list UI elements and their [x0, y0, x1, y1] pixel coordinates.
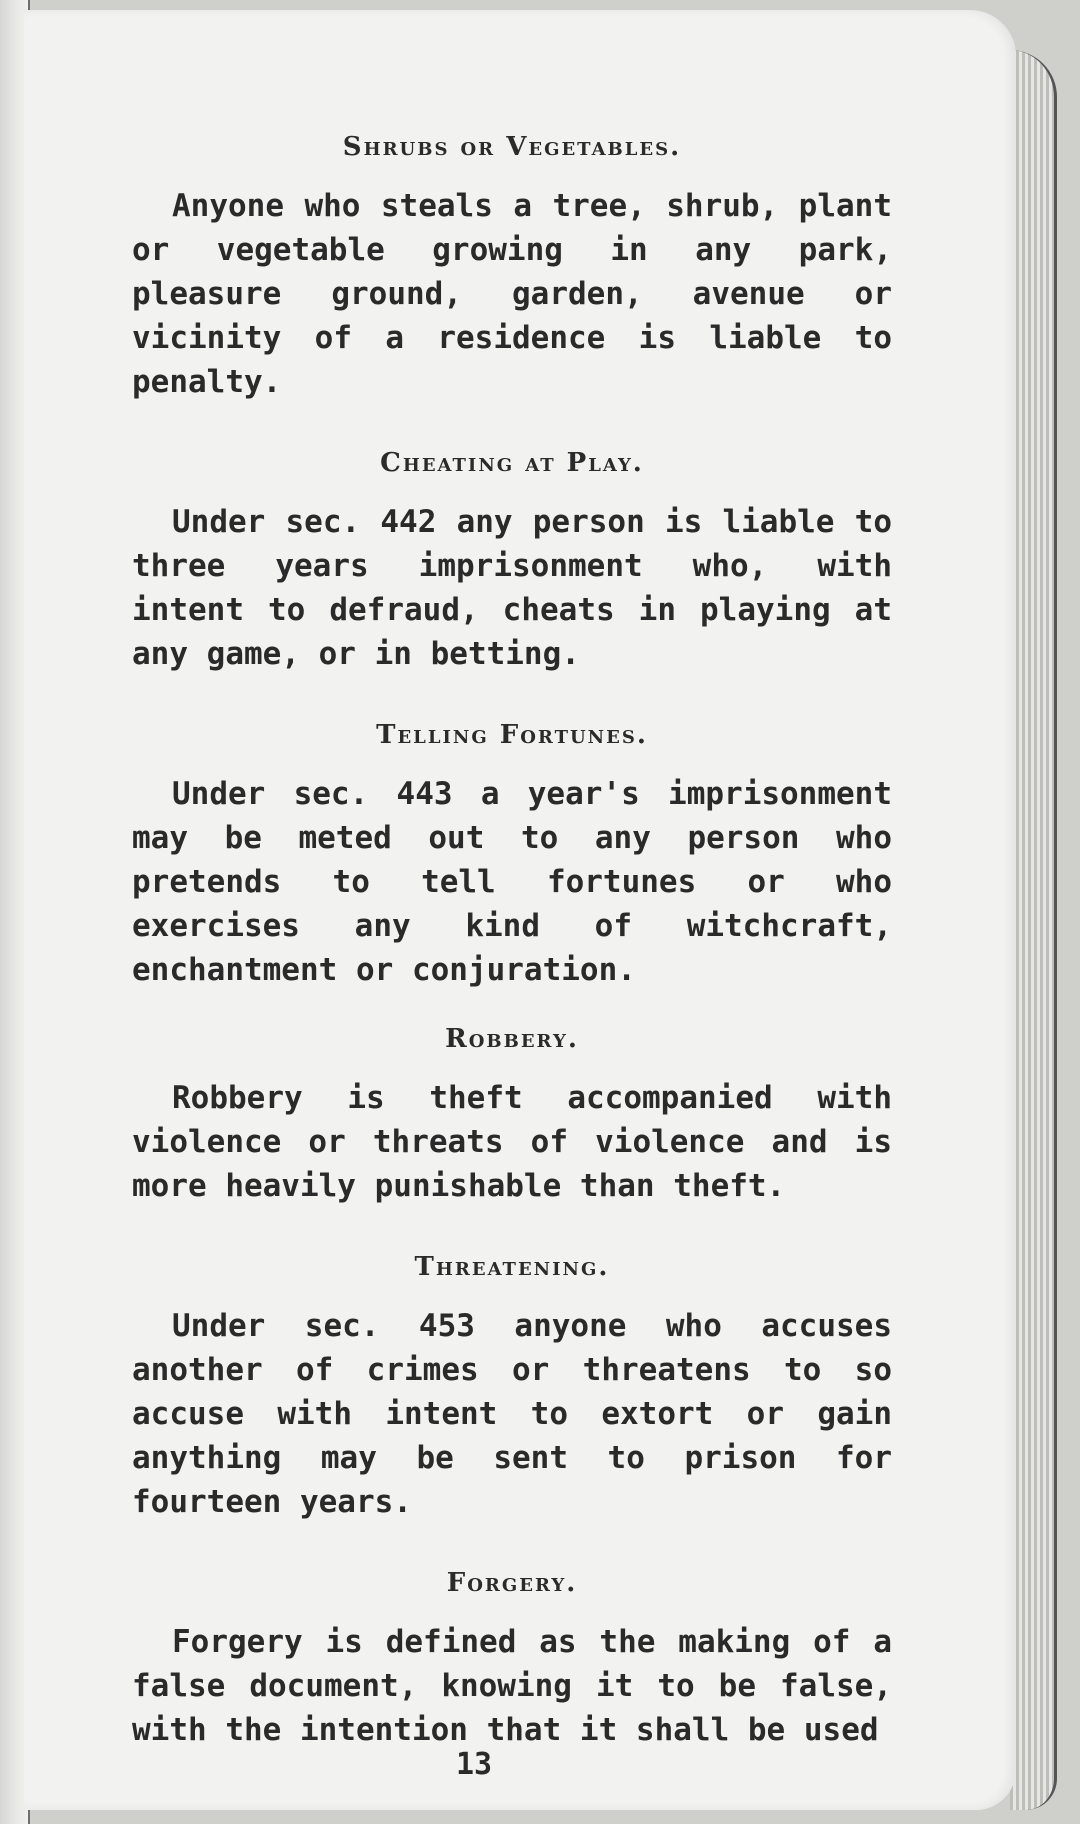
page-number: 13	[455, 1747, 493, 1782]
section-heading-fortunes: Telling Fortunes.	[376, 720, 648, 750]
page-content	[132, 120, 892, 1752]
section-heading-threatening: Threatening.	[414, 1252, 610, 1282]
section-heading-robbery: Robbery.	[445, 1024, 579, 1054]
section-body-cheating: Under sec. 442 any person is liable to three years imprisonment who, with intent to defraud, cheats in playing at any game, or in betting.	[132, 504, 892, 672]
section-heading-shrubs: Shrubs or Vegetables.	[342, 132, 682, 162]
section-heading-cheating: Cheating at Play.	[380, 448, 644, 478]
section-body-fortunes: Under sec. 443 a year's imprisonment may be meted out to any person who pretends to tell fortunes or who exercises any kind of witchcraft, enchantment or conjuration.	[132, 776, 892, 988]
section-body-robbery: Robbery is theft accompanied with violence or threats of violence and is more heavily punishable than theft.	[132, 1080, 892, 1204]
page-edges	[1010, 50, 1057, 1810]
section-body-forgery: Forgery is defined as the making of a false document, knowing it to be false, with the intention that it shall be used	[132, 1624, 892, 1748]
section-body-threatening: Under sec. 453 anyone who accuses another of crimes or threatens to so accuse with intent to extort or gain anything may be sent to prison for fourteen years.	[132, 1308, 892, 1520]
section-body-shrubs: Anyone who steals a tree, shrub, plant or vegetable growing in any park, pleasure ground, garden, avenue or vicinity of a residence is liable to penalty.	[132, 188, 892, 400]
section-heading-forgery: Forgery.	[446, 1568, 578, 1598]
book-page	[24, 10, 1016, 1810]
